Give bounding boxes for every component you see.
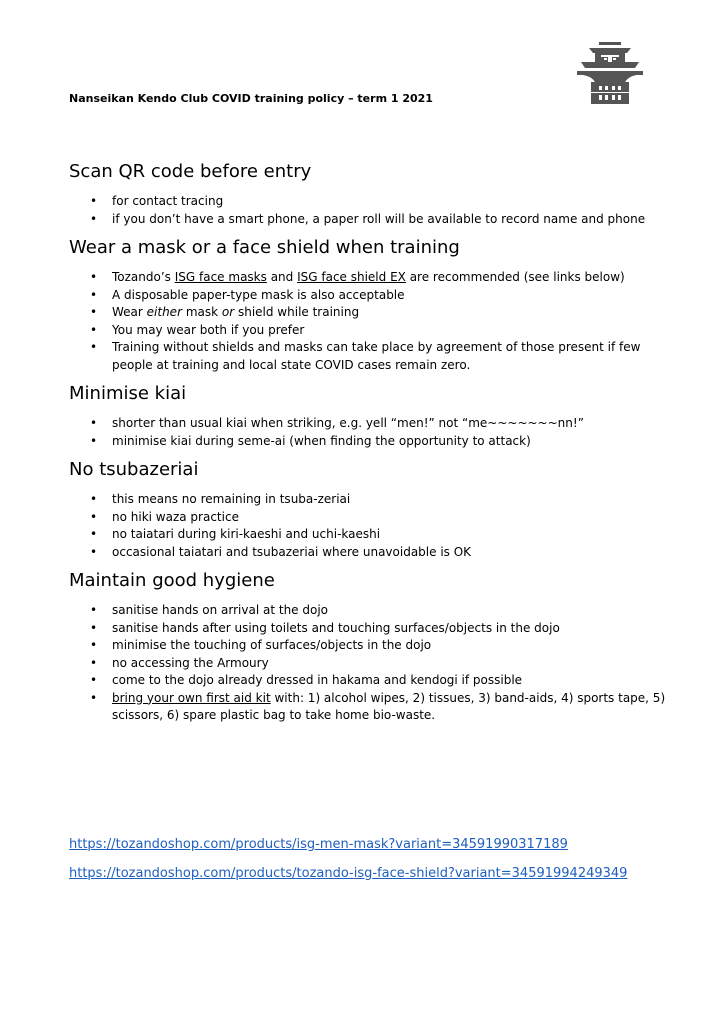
list-item: • this means no remaining in tsuba-zeriai xyxy=(90,492,351,506)
list-item: • come to the dojo already dressed in hakama and kendogi if possible xyxy=(90,673,523,687)
list-item: • sanitise hands on arrival at the dojo xyxy=(90,603,329,617)
face-shield-product-link[interactable]: https://tozandoshop.com/products/tozando-isg-face-shield?variant=34591994249349 xyxy=(69,866,628,881)
section-list-hygiene xyxy=(69,602,669,725)
section-list-tsubazeriai xyxy=(69,491,669,561)
list-item: • shorter than usual kiai when striking, e.g. yell “men!” not “me~~~~~~~nn!” xyxy=(90,416,584,430)
list-item: • You may wear both if you prefer xyxy=(90,322,305,337)
list-item: • no taiatari during kiri-kaeshi and uchi-kaeshi xyxy=(90,527,381,541)
list-item: • minimise the touching of surfaces/objects in the dojo xyxy=(90,638,432,652)
list-item: • Tozando’s ISG face masks and ISG face shield EX are recommended (see links below) xyxy=(90,270,625,284)
mask-product-link[interactable]: https://tozandoshop.com/products/isg-men-mask?variant=34591990317189 xyxy=(69,837,568,852)
castle-emblem-icon xyxy=(577,42,643,104)
policy-content xyxy=(69,160,669,733)
list-item: • minimise kiai during seme-ai (when finding the opportunity to attack) xyxy=(90,433,531,448)
section-list-kiai xyxy=(69,415,669,450)
isg-face-shield-link[interactable]: ISG face shield EX xyxy=(297,270,406,284)
list-item: • Training without shields and masks can take place by agreement of those present if few people at training and local state COVID cases remain zero. xyxy=(90,340,641,372)
section-heading-tsubazeriai: No tsubazeriai xyxy=(69,459,199,480)
list-item: • if you don’t have a smart phone, a paper roll will be available to record name and phone xyxy=(90,211,646,226)
document-title: Nanseikan Kendo Club COVID training policy – term 1 2021 xyxy=(69,92,433,105)
list-item: • Wear either mask or shield while training xyxy=(90,305,360,319)
list-item: • occasional taiatari and tsubazeriai where unavoidable is OK xyxy=(90,544,472,559)
section-list-mask xyxy=(69,269,669,374)
list-item: • bring your own first aid kit with: 1) alcohol wipes, 2) tissues, 3) band-aids, 4) sports tape, 5) scissors, 6) spare plastic bag to take home bio-waste. xyxy=(90,690,666,722)
reference-links xyxy=(69,836,627,894)
section-heading-kiai: Minimise kiai xyxy=(69,383,187,404)
section-heading-qr: Scan QR code before entry xyxy=(69,161,312,182)
isg-face-masks-link[interactable]: ISG face masks xyxy=(174,270,267,284)
section-heading-hygiene: Maintain good hygiene xyxy=(69,570,275,591)
section-list-qr xyxy=(69,193,669,228)
list-item: • for contact tracing xyxy=(90,194,224,208)
section-heading-mask: Wear a mask or a face shield when training xyxy=(69,237,460,258)
first-aid-kit-link[interactable]: bring your own first aid kit xyxy=(112,690,271,705)
list-item: • no accessing the Armoury xyxy=(90,655,269,670)
list-item: • sanitise hands after using toilets and touching surfaces/objects in the dojo xyxy=(90,620,560,635)
list-item: • no hiki waza practice xyxy=(90,509,239,524)
list-item: • A disposable paper-type mask is also acceptable xyxy=(90,287,405,302)
